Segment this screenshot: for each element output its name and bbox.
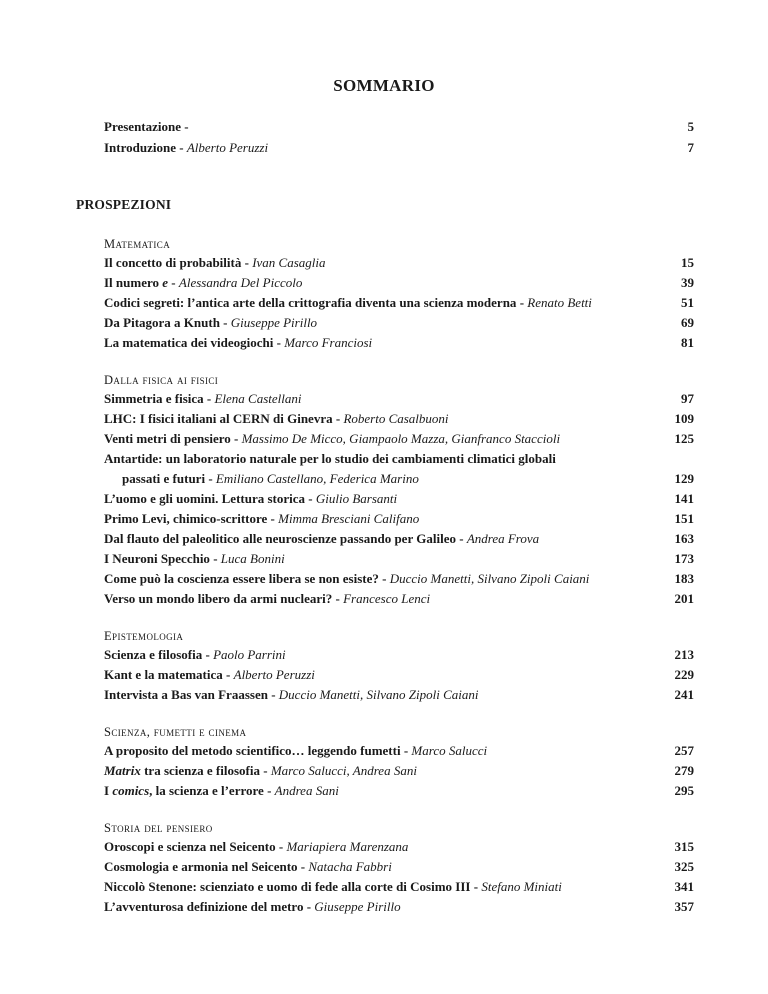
toc-entry[interactable]: Intervista a Bas van Fraassen - Duccio Manetti, Silvano Zipoli Caiani 241: [104, 687, 694, 702]
entry-author: Mimma Bresciani Califano: [278, 511, 420, 526]
toc-entry[interactable]: Verso un mondo libero da armi nucleari? - Francesco Lenci 201: [104, 591, 694, 606]
entry-page: 173: [674, 551, 694, 566]
entry-title: L’uomo e gli uomini. Lettura storica: [104, 491, 306, 506]
entry-title: Codici segreti: l’antica arte della crittografia diventa una scienza moderna: [104, 295, 517, 310]
toc-entry[interactable]: L’uomo e gli uomini. Lettura storica - Giulio Barsanti 141: [104, 491, 694, 506]
toc-entry[interactable]: Kant e la matematica - Alberto Peruzzi 229: [104, 667, 694, 682]
entry-title: Il numero: [104, 275, 163, 290]
entry-page: 5: [687, 119, 694, 134]
entry-author: Stefano Miniati: [481, 879, 562, 894]
toc-entry[interactable]: Il numero e - Alessandra Del Piccolo 39: [104, 275, 694, 290]
toc-entry[interactable]: I Neuroni Specchio - Luca Bonini 173: [104, 551, 694, 566]
entry-author: Luca Bonini: [220, 551, 285, 566]
entry-page: 183: [674, 571, 694, 586]
entry-author: Roberto Casalbuoni: [343, 411, 449, 426]
entry-title: Dal flauto del paleolitico alle neuroscienze passando per Galileo: [104, 531, 456, 546]
entry-page: 279: [674, 763, 694, 778]
entry-title: tra scienza e filosofia: [140, 763, 260, 778]
toc-entry[interactable]: Primo Levi, chimico-scrittore - Mimma Bresciani Califano 151: [104, 511, 694, 526]
entry-author: Giuseppe Pirillo: [230, 315, 318, 330]
entry-title: Primo Levi, chimico-scrittore: [104, 511, 268, 526]
toc-entry[interactable]: La matematica dei videogiochi - Marco Franciosi 81: [104, 335, 694, 350]
entry-author: Marco Franciosi: [284, 335, 373, 350]
toc-entry[interactable]: Cosmologia e armonia nel Seicento - Natacha Fabbri 325: [104, 859, 694, 874]
entry-page: 125: [674, 431, 694, 446]
entry-title: Verso un mondo libero da armi nucleari?: [104, 591, 333, 606]
entry-author: Francesco Lenci: [343, 591, 431, 606]
entry-title-cont: , la scienza e l’errore: [149, 783, 264, 798]
entry-title: LHC: I fisici italiani al CERN di Ginevra: [104, 411, 333, 426]
entry-page: 141: [674, 491, 694, 506]
toc-entry[interactable]: Venti metri di pensiero - Massimo De Micco, Giampaolo Mazza, Gianfranco Staccioli 125: [104, 431, 694, 446]
entry-page: 213: [674, 647, 694, 662]
toc-entry[interactable]: A proposito del metodo scientifico… leggendo fumetti - Marco Salucci 257: [104, 743, 694, 758]
page-title: SOMMARIO: [333, 76, 435, 95]
section-heading-matematica: Matematica: [104, 237, 171, 251]
entry-author: Andrea Frova: [466, 531, 540, 546]
toc-entry[interactable]: Da Pitagora a Knuth - Giuseppe Pirillo 69: [104, 315, 694, 330]
entry-title: Kant e la matematica: [104, 667, 223, 682]
toc-entry[interactable]: L’avventurosa definizione del metro - Giuseppe Pirillo 357: [104, 899, 694, 914]
entry-author: Marco Salucci: [411, 743, 488, 758]
entry-author: Andrea Sani: [274, 783, 339, 798]
section-heading-fumetti: Scienza, fumetti e cinema: [104, 725, 247, 739]
toc-entry[interactable]: Il concetto di probabilità - Ivan Casaglia 15: [104, 255, 694, 270]
entry-page: 39: [681, 275, 694, 290]
entry-page: 129: [674, 471, 694, 486]
entry-title: L’avventurosa definizione del metro: [104, 899, 304, 914]
entry-page: 315: [674, 839, 694, 854]
entry-title-italic: Matrix: [104, 763, 141, 778]
entry-page: 109: [674, 411, 694, 426]
entry-author: Paolo Parrini: [213, 647, 286, 662]
entry-title: I Neuroni Specchio: [104, 551, 210, 566]
entry-author: Duccio Manetti, Silvano Zipoli Caiani: [278, 687, 479, 702]
entry-title: Il concetto di probabilità: [104, 255, 242, 270]
entry-title: Presentazione: [104, 119, 182, 134]
entry-page: 97: [681, 391, 694, 406]
section-heading-epistemologia: Epistemologia: [104, 629, 184, 643]
section-heading-fisica: Dalla fisica ai fisici: [104, 373, 219, 387]
entry-title: Come può la coscienza essere libera se non esiste?: [104, 571, 379, 586]
entry-author: Giuseppe Pirillo: [314, 899, 401, 914]
entry-title-cont: passati e futuri: [122, 471, 206, 486]
entry-page: 201: [674, 591, 694, 606]
entry-author: Renato Betti: [527, 295, 592, 310]
entry-author: Massimo De Micco, Giampaolo Mazza, Gianfranco Staccioli: [241, 431, 561, 446]
entry-title: La matematica dei videogiochi: [104, 335, 274, 350]
toc-entry[interactable]: Scienza e filosofia - Paolo Parrini 213: [104, 647, 694, 662]
toc-entry[interactable]: Come può la coscienza essere libera se non esiste? - Duccio Manetti, Silvano Zipoli Caiani 183: [104, 571, 694, 586]
entry-page: 15: [681, 255, 694, 270]
entry-author: Alberto Peruzzi: [233, 667, 315, 682]
toc-entry[interactable]: Dal flauto del paleolitico alle neuroscienze passando per Galileo - Andrea Frova 163: [104, 531, 694, 546]
entry-page: 81: [681, 335, 694, 350]
entry-page: 151: [674, 511, 694, 526]
entry-page: 229: [674, 667, 694, 682]
entry-author: Emiliano Castellano, Federica Marino: [215, 471, 419, 486]
toc-entry[interactable]: Codici segreti: l’antica arte della crittografia diventa una scienza moderna - Renato Betti 51: [104, 295, 694, 310]
entry-page: 257: [674, 743, 694, 758]
entry-page: 241: [674, 687, 694, 702]
entry-author: Mariapiera Marenzana: [286, 839, 409, 854]
entry-author: Alessandra Del Piccolo: [178, 275, 303, 290]
entry-author: Natacha Fabbri: [308, 859, 392, 874]
entry-title: Venti metri di pensiero: [104, 431, 231, 446]
section-heading-storia: Storia del pensiero: [104, 821, 213, 835]
entry-author: Giulio Barsanti: [315, 491, 398, 506]
entry-title: Da Pitagora a Knuth: [104, 315, 220, 330]
entry-title: Introduzione: [104, 140, 176, 155]
entry-title: I: [104, 783, 113, 798]
toc-entry-multiline[interactable]: Antartide: un laboratorio naturale per lo studio dei cambiamenti climatici globali passati e futuri - Emiliano Castellano, Federica Marino 129: [104, 451, 694, 486]
toc-entry[interactable]: Matrix tra scienza e filosofia - Marco Salucci, Andrea Sani 279: [104, 763, 694, 778]
toc-entry[interactable]: Niccolò Stenone: scienziato e uomo di fede alla corte di Cosimo III - Stefano Miniati 341: [104, 879, 694, 894]
toc-entry[interactable]: Oroscopi e scienza nel Seicento - Mariapiera Marenzana 315: [104, 839, 694, 854]
entry-page: 325: [674, 859, 694, 874]
entry-title-italic: e: [162, 275, 169, 290]
entry-author: Marco Salucci, Andrea Sani: [270, 763, 417, 778]
entry-page: 69: [681, 315, 694, 330]
toc-entry[interactable]: Simmetria e fisica - Elena Castellani 97: [104, 391, 694, 406]
toc-entry-presentazione[interactable]: Presentazione - 5: [104, 119, 694, 134]
entry-author: Ivan Casaglia: [252, 255, 326, 270]
entry-title: A proposito del metodo scientifico… leggendo fumetti: [104, 743, 401, 758]
entry-title: Oroscopi e scienza nel Seicento: [104, 839, 276, 854]
entry-page: 163: [674, 531, 694, 546]
entry-author: Duccio Manetti, Silvano Zipoli Caiani: [389, 571, 590, 586]
entry-title: Niccolò Stenone: scienziato e uomo di fede alla corte di Cosimo III: [104, 879, 471, 894]
toc-entry-introduzione[interactable]: Introduzione - Alberto Peruzzi 7: [104, 140, 694, 155]
entry-title: Antartide: un laboratorio naturale per lo studio dei cambiamenti climatici globali: [104, 451, 556, 466]
entry-page: 51: [681, 295, 694, 310]
entry-title: Scienza e filosofia: [104, 647, 203, 662]
entry-author: Elena Castellani: [214, 391, 302, 406]
entry-page: 341: [674, 879, 694, 894]
entry-page: 7: [687, 140, 694, 155]
part-heading: PROSPEZIONI: [76, 197, 172, 212]
entry-title: Simmetria e fisica: [104, 391, 204, 406]
toc-entry[interactable]: LHC: I fisici italiani al CERN di Ginevra - Roberto Casalbuoni 109: [104, 411, 694, 426]
entry-title: Intervista a Bas van Fraassen: [104, 687, 268, 702]
entry-author: Alberto Peruzzi: [186, 140, 269, 155]
entry-title: Cosmologia e armonia nel Seicento: [104, 859, 298, 874]
entry-title-italic: comics: [112, 783, 150, 798]
entry-page: 357: [674, 899, 694, 914]
toc-entry[interactable]: I comics, la scienza e l’errore - Andrea Sani 295: [104, 783, 694, 798]
entry-page: 295: [674, 783, 694, 798]
